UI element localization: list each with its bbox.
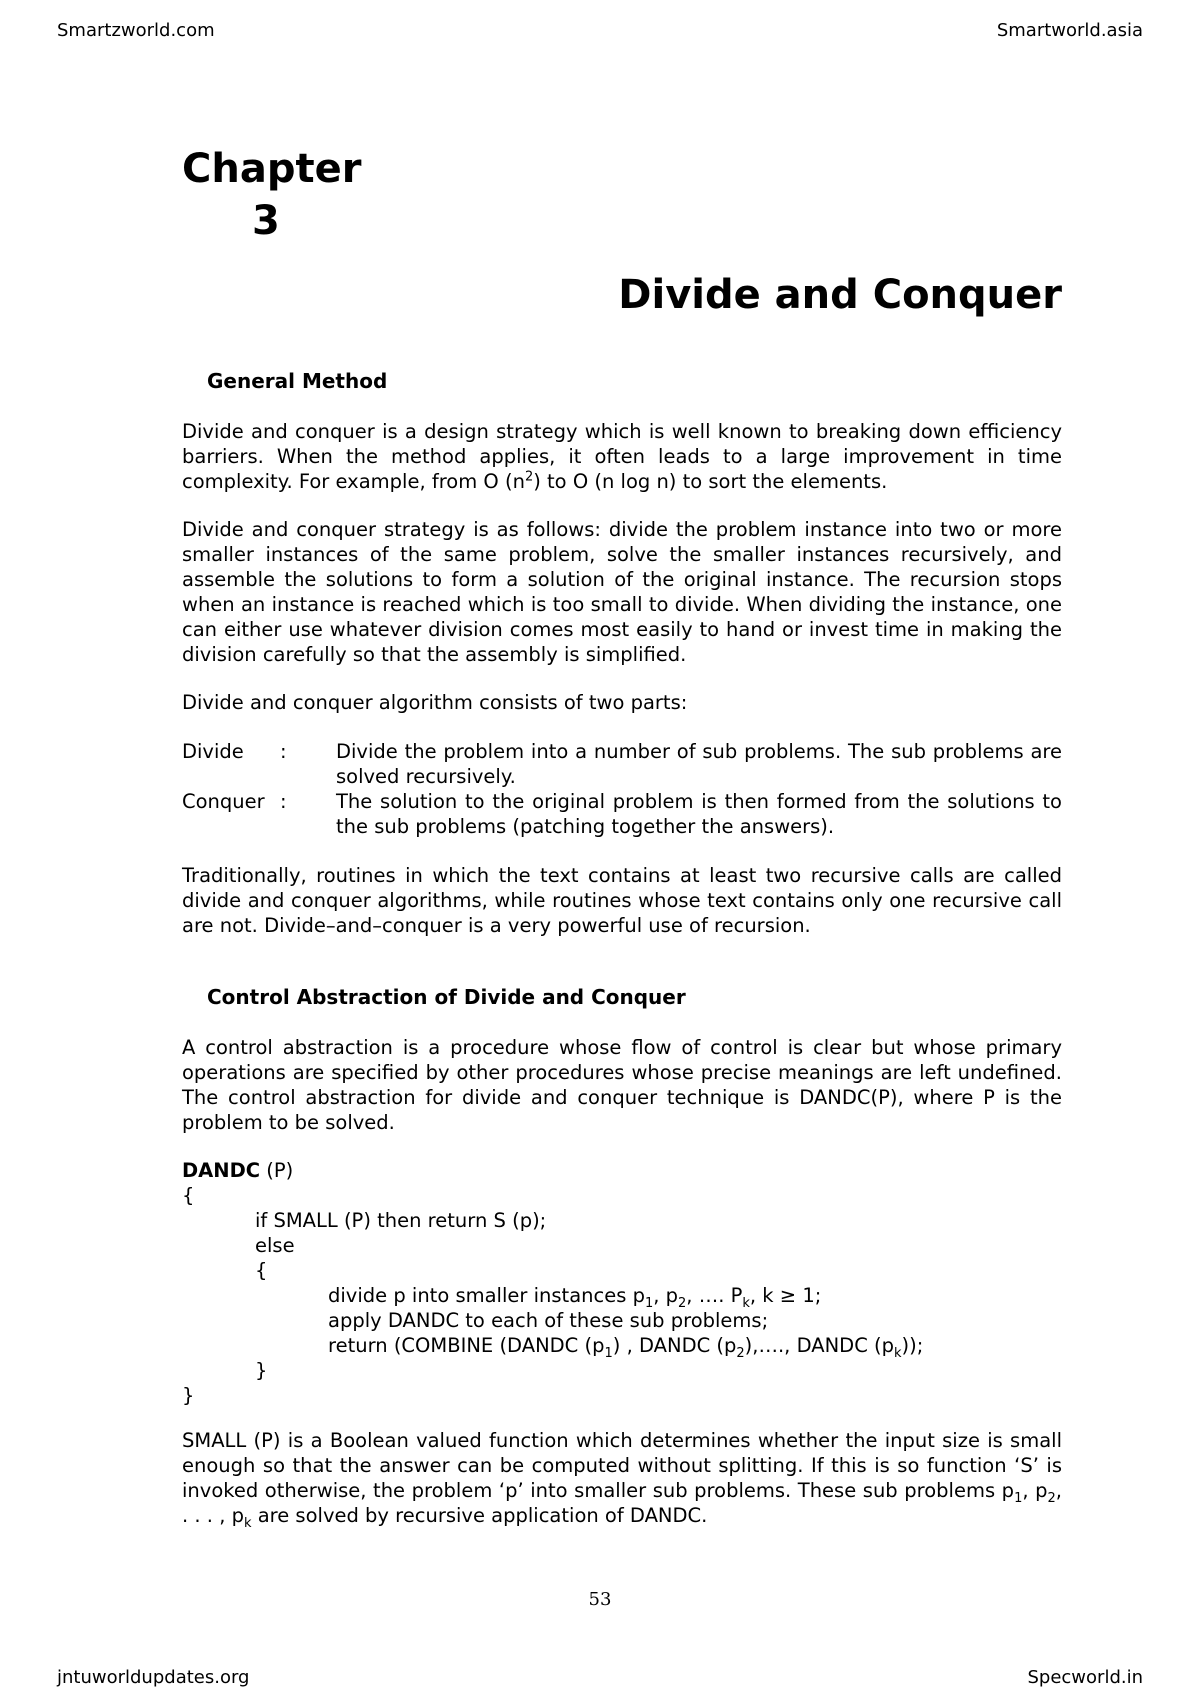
small-subscript: 1 xyxy=(1014,1490,1023,1506)
code-text: ) , DANDC (p xyxy=(612,1334,737,1357)
definition-term: Divide xyxy=(182,740,244,763)
code-text: ),…., DANDC (p xyxy=(744,1334,894,1357)
code-subscript: 2 xyxy=(736,1345,745,1361)
code-text: divide p into smaller instances p xyxy=(328,1284,645,1307)
code-subscript: k xyxy=(742,1295,750,1311)
chapter-label: Chapter xyxy=(182,146,362,192)
definition-colon: : xyxy=(280,740,287,763)
chapter-number: 3 xyxy=(252,198,280,244)
code-apply-line: apply DANDC to each of these sub problems; xyxy=(328,1309,769,1332)
footer-right-site: Specworld.in xyxy=(1027,1667,1143,1688)
definition-colon: : xyxy=(280,790,287,813)
paragraph-small-function xyxy=(182,1428,1062,1531)
code-signature xyxy=(182,1158,1062,1183)
section-heading-control-abstraction: Control Abstraction of Divide and Conquer xyxy=(207,985,686,1009)
footer-left-site: jntuworldupdates.org xyxy=(57,1667,250,1688)
code-else-line: else xyxy=(255,1234,295,1257)
code-subscript: 1 xyxy=(604,1345,613,1361)
header-right-site: Smartworld.asia xyxy=(996,20,1143,41)
code-return-line xyxy=(182,1333,1062,1361)
small-text: are solved by recursive application of DANDC. xyxy=(251,1504,708,1527)
paragraph-intro xyxy=(182,419,1062,494)
small-text: , p xyxy=(1022,1479,1048,1502)
paragraph-control-abstraction: A control abstraction is a procedure whose flow of control is clear but whose primary operations are specified by other procedures whose precise meanings are left undefined. The control abstraction for divide and conquer technique is DANDC(P), where P is the problem to be solved. xyxy=(182,1036,1062,1134)
code-text: , p xyxy=(653,1284,679,1307)
code-function-name: DANDC xyxy=(182,1159,261,1182)
code-subscript: k xyxy=(894,1345,902,1361)
paragraph-two-parts: Divide and conquer algorithm consists of two parts: xyxy=(182,691,688,714)
small-subscript: k xyxy=(243,1515,252,1531)
small-subscript: 2 xyxy=(1047,1490,1056,1506)
code-text: return (COMBINE (DANDC (p xyxy=(328,1334,605,1357)
code-text: )); xyxy=(901,1334,924,1357)
intro-superscript: 2 xyxy=(524,469,534,485)
definition-term: Conquer xyxy=(182,790,265,813)
definition-row-divide xyxy=(182,739,1062,789)
code-divide-line xyxy=(182,1283,1062,1311)
intro-text-b: ) to O (n log n) to sort the elements. xyxy=(533,470,888,493)
code-subscript: 1 xyxy=(644,1295,654,1311)
paragraph-traditionally: Traditionally, routines in which the text contains at least two recursive calls are called divide and conquer algorithms, while routines whose text contains only one recursive call are not. Divide–and–conquer is a very powerful use of recursion. xyxy=(182,864,1062,937)
code-brace-open: { xyxy=(182,1184,195,1207)
header-left-site: Smartzworld.com xyxy=(57,20,215,41)
code-if-line: if SMALL (P) then return S (p); xyxy=(255,1209,547,1232)
definition-desc: Divide the problem into a number of sub problems. The sub problems are solved recursively. xyxy=(336,740,1062,788)
code-brace-open-inner: { xyxy=(255,1259,268,1282)
intro-text-a: Divide and conquer is a design strategy which is well known to breaking down efficiency barriers. When the method applies, it often leads to a large improvement in time complexity. For example, from O (n xyxy=(182,420,1062,493)
small-text: , . . . , p xyxy=(182,1479,1062,1527)
code-block-dandc xyxy=(182,1158,1062,1408)
chapter-title: Divide and Conquer xyxy=(618,272,1062,318)
code-text: , k ≥ 1; xyxy=(749,1284,822,1307)
code-text: , …. P xyxy=(686,1284,743,1307)
section-heading-general-method: General Method xyxy=(207,369,388,393)
code-brace-close: } xyxy=(182,1384,195,1407)
code-subscript: 2 xyxy=(678,1295,687,1311)
page-number: 53 xyxy=(588,1589,612,1610)
small-text: SMALL (P) is a Boolean valued function which determines whether the input size is small enough so that the answer can be computed without splitting. If this is so function ‘S’ is invoked otherwise, the problem ‘p’ into smaller sub problems. These sub problems p xyxy=(182,1429,1062,1502)
definition-desc: The solution to the original problem is then formed from the solutions to the sub problems (patching together the answers). xyxy=(336,790,1062,838)
definition-row-conquer xyxy=(182,789,1062,839)
code-params: (P) xyxy=(260,1159,294,1182)
paragraph-strategy: Divide and conquer strategy is as follows: divide the problem instance into two or more smaller instances of the same problem, solve the smaller instances recursively, and assemble the solutions to form a solution of the original instance. The recursion stops when an instance is reached which is too small to divide. When dividing the instance, one can either use whatever division comes most easily to hand or invest time in making the division carefully so that the assembly is simplified. xyxy=(182,518,1062,666)
code-brace-close-inner: } xyxy=(255,1359,268,1382)
definition-list xyxy=(182,739,1062,839)
